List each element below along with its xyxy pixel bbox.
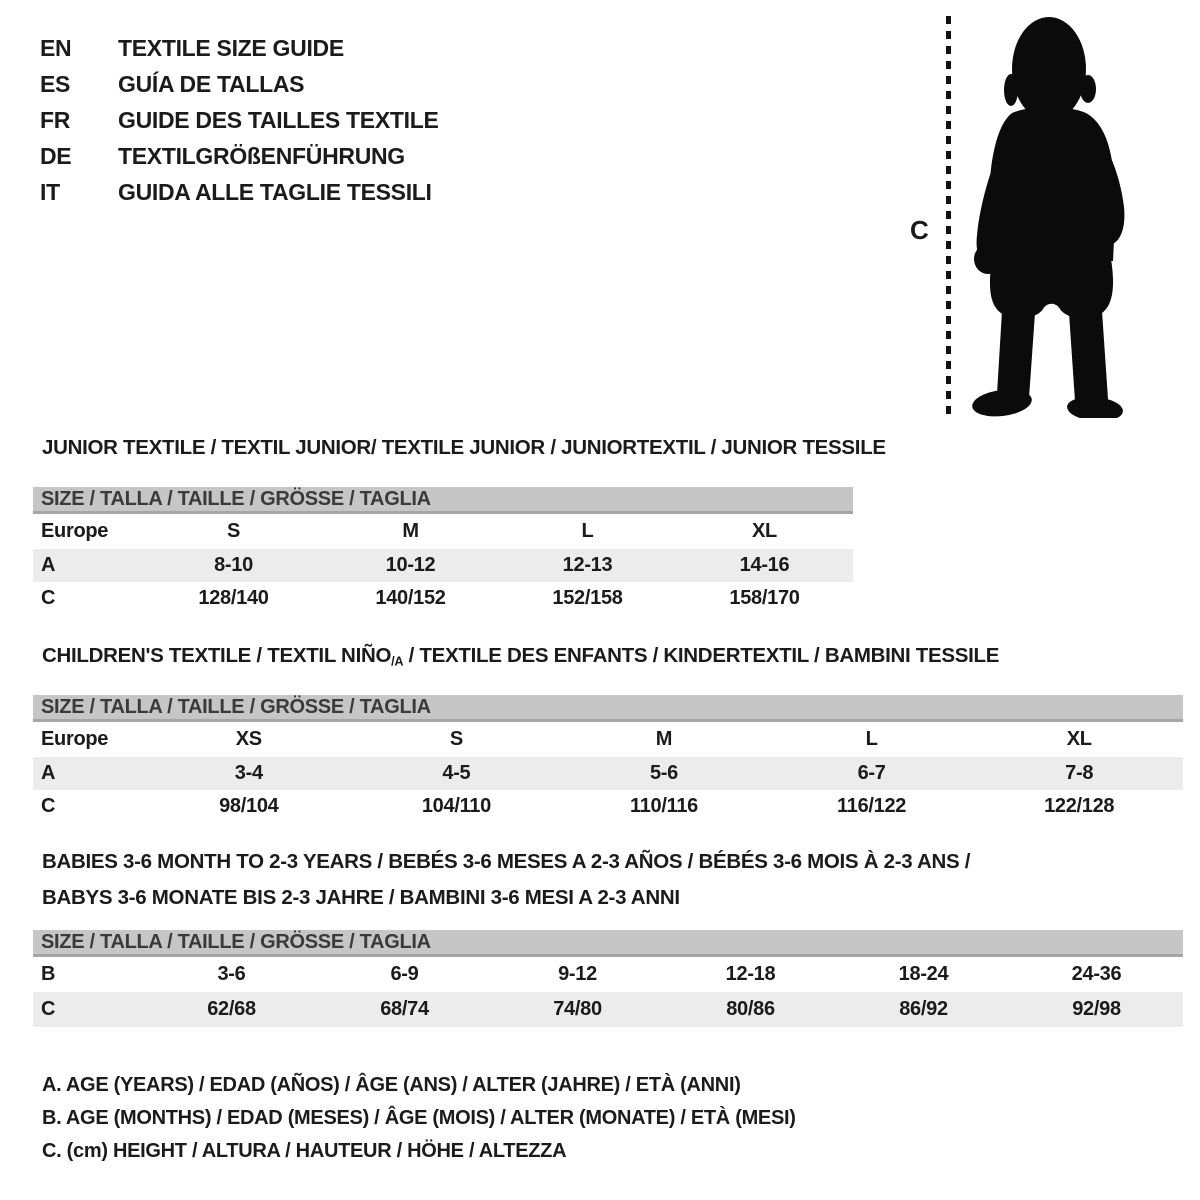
language-code: EN (40, 35, 72, 61)
table-row (33, 790, 1183, 823)
size-cell: XL (1066, 728, 1092, 750)
footnote-age-years: A. AGE (YEARS) / EDAD (AÑOS) / ÂGE (ANS) / ALTER (JAHRE) / ETÀ (ANNI) (42, 1074, 741, 1096)
toddler-silhouette-icon (962, 13, 1142, 418)
height-cell: 68/74 (380, 998, 429, 1020)
size-cell: S (226, 520, 241, 542)
row-label: A (41, 554, 56, 576)
size-header-bar: SIZE / TALLA / TAILLE / GRÖSSE / TAGLIA (33, 930, 1183, 957)
children-title-pre: CHILDREN'S TEXTILE / TEXTIL NIÑO (42, 644, 392, 667)
row-label: C (41, 998, 56, 1020)
size-cell: S (449, 728, 463, 750)
row-label: A (41, 762, 56, 784)
age-cell: 7-8 (1065, 762, 1094, 784)
guide-title-it: GUIDA ALLE TAGLIE TESSILI (118, 179, 432, 205)
height-cell: 158/170 (729, 587, 800, 609)
language-code: ES (40, 71, 71, 97)
size-cell: M (655, 728, 673, 750)
height-cell: 74/80 (553, 998, 602, 1020)
size-cell: L (581, 520, 594, 542)
language-list (40, 30, 439, 210)
children-size-table (33, 695, 1183, 823)
table-row (33, 757, 1183, 790)
children-title-post: / TEXTILE DES ENFANTS / KINDERTEXTIL / BAMBINI TESSILE (403, 644, 1000, 667)
size-cell: M (402, 520, 419, 542)
age-cell: 24-36 (1071, 963, 1122, 985)
age-cell: 8-10 (214, 554, 253, 576)
age-cell: 6-7 (857, 762, 886, 784)
table-row (33, 582, 853, 615)
table-row (33, 514, 853, 549)
size-header-bar: SIZE / TALLA / TAILLE / GRÖSSE / TAGLIA (33, 695, 1183, 722)
row-label: C (41, 795, 56, 817)
age-cell: 3-6 (217, 963, 246, 985)
age-cell: 18-24 (898, 963, 949, 985)
table-row (33, 992, 1183, 1027)
language-row-es (40, 66, 439, 102)
children-title-subscript: /A (391, 653, 404, 669)
age-cell: 4-5 (442, 762, 471, 784)
age-cell: 12-18 (725, 963, 776, 985)
height-measure-dashed-line (946, 16, 951, 416)
height-measure-label: C (910, 215, 929, 245)
junior-section-title: JUNIOR TEXTILE / TEXTIL JUNIOR/ TEXTILE JUNIOR / JUNIORTEXTIL / JUNIOR TESSILE (42, 436, 886, 459)
height-cell: 128/140 (198, 587, 269, 609)
guide-title-es: GUÍA DE TALLAS (118, 71, 305, 97)
height-cell: 152/158 (552, 587, 623, 609)
height-cell: 122/128 (1044, 795, 1115, 817)
row-label: Europe (41, 728, 109, 750)
language-row-fr (40, 102, 439, 138)
children-section-title (42, 644, 999, 669)
footnote-age-months: B. AGE (MONTHS) / EDAD (MESES) / ÂGE (MOIS) / ALTER (MONATE) / ETÀ (MESI) (42, 1107, 796, 1129)
language-row-en (40, 30, 439, 66)
babies-section-title-line1: BABIES 3-6 MONTH TO 2-3 YEARS / BEBÉS 3-6 MESES A 2-3 AÑOS / BÉBÉS 3-6 MOIS À 2-3 ANS / (42, 850, 971, 873)
height-cell: 140/152 (375, 587, 446, 609)
junior-size-table (33, 487, 853, 615)
language-row-it (40, 174, 439, 210)
table-row (33, 549, 853, 582)
height-cell: 62/68 (207, 998, 256, 1020)
height-cell: 110/116 (629, 795, 698, 817)
height-cell: 98/104 (219, 795, 279, 817)
row-label: Europe (41, 520, 109, 542)
height-cell: 104/110 (421, 795, 491, 817)
size-header-bar: SIZE / TALLA / TAILLE / GRÖSSE / TAGLIA (33, 487, 853, 514)
size-cell: XL (752, 520, 777, 542)
age-cell: 12-13 (562, 554, 613, 576)
table-row (33, 722, 1183, 757)
babies-section-title-line2: BABYS 3-6 MONATE BIS 2-3 JAHRE / BAMBINI 3-6 MESI A 2-3 ANNI (42, 886, 680, 909)
height-cell: 116/122 (837, 795, 907, 817)
table-row (33, 957, 1183, 992)
row-label: B (41, 963, 56, 985)
age-cell: 10-12 (385, 554, 436, 576)
babies-size-table (33, 930, 1183, 1027)
age-cell: 5-6 (649, 762, 678, 784)
guide-title-fr: GUIDE DES TAILLES TEXTILE (118, 107, 439, 133)
row-label: C (41, 587, 56, 609)
language-code: DE (40, 143, 72, 169)
height-cell: 80/86 (726, 998, 775, 1020)
age-cell: 6-9 (390, 963, 419, 985)
age-cell: 3-4 (234, 762, 263, 784)
height-cell: 86/92 (899, 998, 948, 1020)
height-cell: 92/98 (1072, 998, 1121, 1020)
size-cell: L (865, 728, 878, 750)
age-cell: 9-12 (558, 963, 597, 985)
language-code: IT (40, 179, 60, 205)
guide-title-de: TEXTILGRÖßENFÜHRUNG (118, 143, 405, 169)
guide-title-en: TEXTILE SIZE GUIDE (118, 35, 344, 61)
language-code: FR (40, 107, 71, 133)
size-cell: XS (235, 728, 262, 750)
language-row-de (40, 138, 439, 174)
footnote-height-cm: C. (cm) HEIGHT / ALTURA / HAUTEUR / HÖHE / ALTEZZA (42, 1140, 567, 1162)
age-cell: 14-16 (739, 554, 790, 576)
